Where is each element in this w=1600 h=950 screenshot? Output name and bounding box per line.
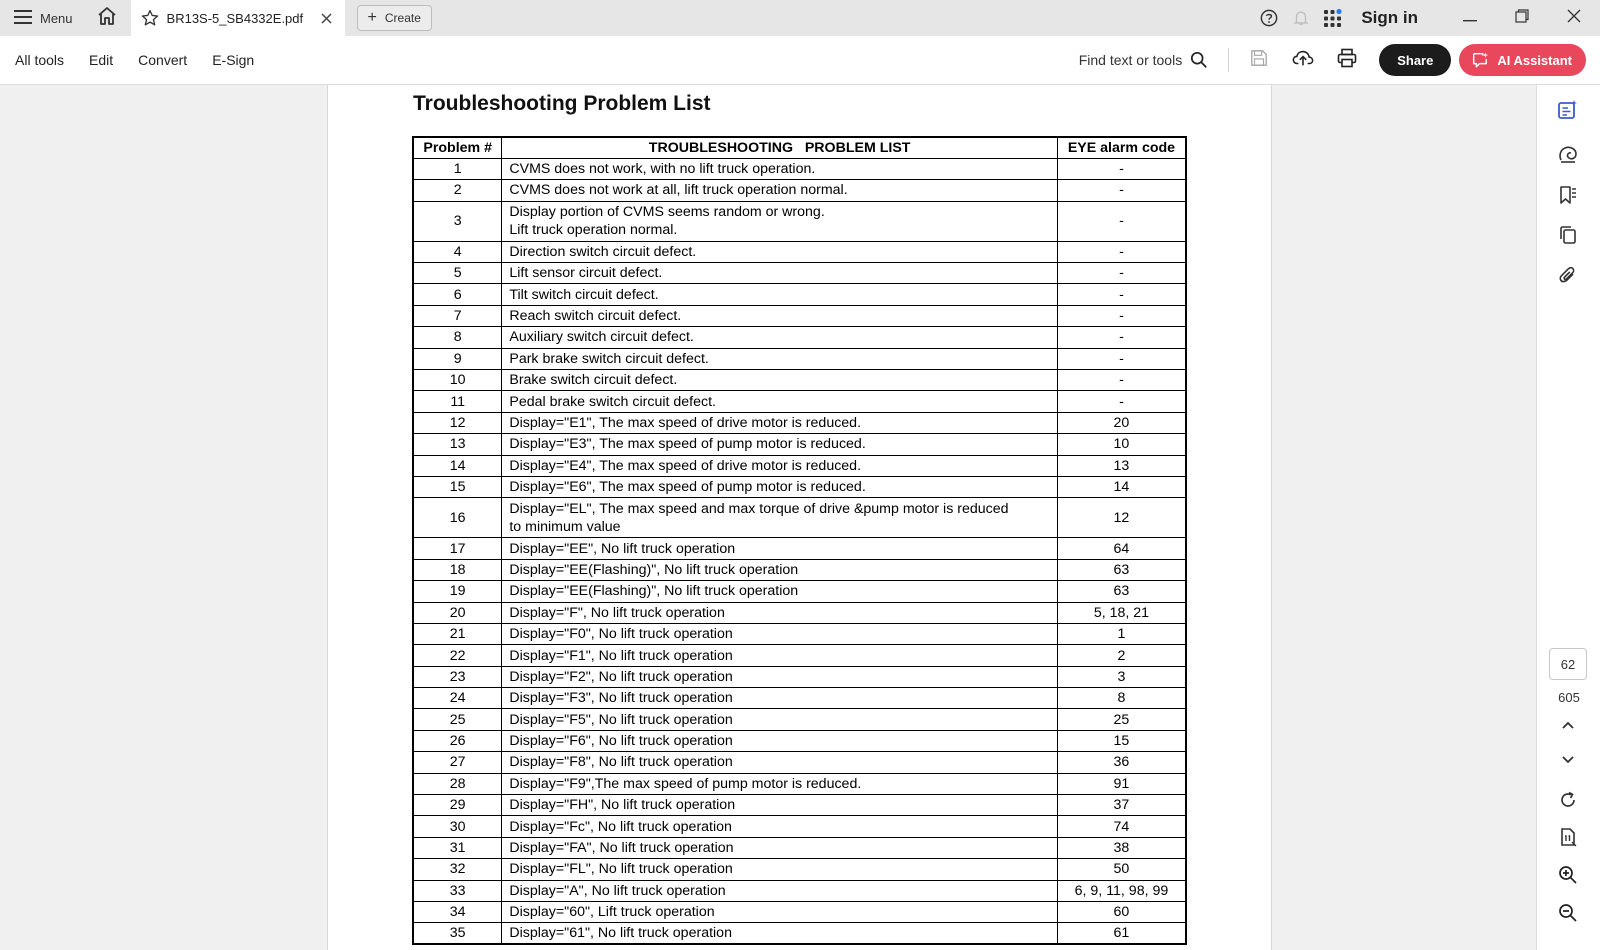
table-row [413,559,1186,580]
table-row [413,158,1186,179]
plus-icon: + [367,9,377,26]
table-row [413,180,1186,201]
annotation-icon[interactable] [1553,140,1583,170]
chevron-down-icon[interactable] [1553,745,1583,775]
problem-number: 33 [413,880,502,901]
problem-number: 2 [413,180,502,201]
problem-description: Display="F0", No lift truck operation [502,623,1058,644]
problem-number: 28 [413,773,502,794]
save-button[interactable] [1237,36,1281,84]
chevron-up-icon[interactable] [1553,710,1583,740]
problem-number: 23 [413,666,502,687]
problem-description [502,201,1058,241]
home-icon [97,6,117,31]
problem-description: Display="EE", No lift truck operation [502,538,1058,559]
problem-description [502,498,1058,538]
problem-description: Tilt switch circuit defect. [502,284,1058,305]
menu-button[interactable] [0,0,85,36]
problem-description: Display="F", No lift truck operation [502,602,1058,623]
alarm-code: 60 [1057,902,1186,923]
table-row [413,666,1186,687]
problem-description: Display="F5", No lift truck operation [502,709,1058,730]
alarm-code: 37 [1057,795,1186,816]
problem-number: 17 [413,538,502,559]
problem-description: Display="F6", No lift truck operation [502,730,1058,751]
find-tools-button[interactable] [1079,51,1209,69]
menu-label: Menu [40,10,73,26]
alarm-code: - [1057,305,1186,326]
restore-icon [1515,9,1529,28]
problem-description: Display="F1", No lift truck operation [502,645,1058,666]
table-row [413,284,1186,305]
right-rail [1536,85,1600,950]
create-label: Create [384,11,421,25]
table-row [413,201,1186,241]
tool-edit[interactable]: Edit [89,52,114,68]
minimize-icon [1463,9,1477,27]
current-page-input[interactable]: 62 [1549,648,1587,680]
upload-button[interactable] [1281,36,1325,84]
problem-number: 8 [413,327,502,348]
problem-description: Display="E3", The max speed of pump motor is reduced. [502,434,1058,455]
problem-description: Display="FA", No lift truck operation [502,837,1058,858]
problem-number: 19 [413,581,502,602]
problem-number: 27 [413,752,502,773]
toolbar-divider [1228,48,1229,72]
problem-number: 3 [413,201,502,241]
tool-esign[interactable]: E-Sign [212,52,255,68]
alarm-code: 36 [1057,752,1186,773]
zoom-out-icon[interactable] [1553,898,1583,928]
problem-description: Display="Fc", No lift truck operation [502,816,1058,837]
document-viewport[interactable] [0,85,1536,950]
table-row [413,476,1186,497]
problem-description: Display="F9",The max speed of pump motor is reduced. [502,773,1058,794]
table-row [413,902,1186,923]
table-row [413,645,1186,666]
pages-icon[interactable] [1553,220,1583,250]
alarm-code: 74 [1057,816,1186,837]
table-row [413,923,1186,944]
table-row [413,773,1186,794]
total-pages: 605 [1558,690,1580,705]
page-title: Troubleshooting Problem List [413,92,711,115]
table-row [413,730,1186,751]
problem-description: CVMS does not work, with no lift truck operation. [502,158,1058,179]
table-row [413,709,1186,730]
alarm-code: 12 [1057,498,1186,538]
alarm-code: - [1057,241,1186,262]
problem-number: 16 [413,498,502,538]
table-row [413,370,1186,391]
alarm-code: - [1057,391,1186,412]
alarm-code: - [1057,180,1186,201]
table-row [413,880,1186,901]
table-row [413,241,1186,262]
alarm-code: - [1057,327,1186,348]
problem-description: Display="61", No lift truck operation [502,923,1058,944]
alarm-code: 6, 9, 11, 98, 99 [1057,880,1186,901]
problem-description: Display="FH", No lift truck operation [502,795,1058,816]
alarm-code: 91 [1057,773,1186,794]
alarm-code: 2 [1057,645,1186,666]
alarm-code: 64 [1057,538,1186,559]
table-row [413,538,1186,559]
alarm-code: 1 [1057,623,1186,644]
problem-number: 35 [413,923,502,944]
table-row [413,305,1186,326]
table-row [413,498,1186,538]
restore-button[interactable] [1496,0,1548,36]
problem-number: 34 [413,902,502,923]
table-body [413,158,1186,944]
problem-description: Reach switch circuit defect. [502,305,1058,326]
problem-description: Display="EE(Flashing)", No lift truck operation [502,581,1058,602]
problem-number: 18 [413,559,502,580]
alarm-code: - [1057,348,1186,369]
table-row [413,412,1186,433]
close-tab-icon[interactable] [319,10,335,26]
problem-description-line: Lift truck operation normal. [509,222,678,239]
bookmarks-icon[interactable] [1553,180,1583,210]
close-window-button[interactable] [1548,0,1600,36]
problem-number: 22 [413,645,502,666]
problem-number: 26 [413,730,502,751]
problem-number: 30 [413,816,502,837]
alarm-code: 25 [1057,709,1186,730]
document-tab[interactable] [131,0,345,36]
problem-number: 21 [413,623,502,644]
header-problem-number: Problem # [413,137,502,158]
table-row [413,623,1186,644]
problem-number: 24 [413,688,502,709]
alarm-code: 3 [1057,666,1186,687]
problem-number: 14 [413,455,502,476]
table-row [413,859,1186,880]
main-toolbar [0,36,1600,85]
zoom-in-icon[interactable] [1553,860,1583,890]
problem-table [412,136,1187,945]
problem-description: Display="A", No lift truck operation [502,880,1058,901]
alarm-code: 61 [1057,923,1186,944]
problem-number: 15 [413,476,502,497]
alarm-code: 13 [1057,455,1186,476]
problem-description-line: Display portion of CVMS seems random or wrong. [509,204,825,221]
alarm-code: 14 [1057,476,1186,497]
alarm-code: 10 [1057,434,1186,455]
save-icon [1250,49,1268,72]
print-icon [1337,48,1357,73]
alarm-code: 8 [1057,688,1186,709]
problem-number: 20 [413,602,502,623]
problem-description: Display="F2", No lift truck operation [502,666,1058,687]
problem-number: 4 [413,241,502,262]
comments-panel-icon[interactable] [1553,95,1583,125]
alarm-code: 63 [1057,559,1186,580]
table-row [413,327,1186,348]
problem-number: 9 [413,348,502,369]
table-row [413,434,1186,455]
ai-assistant-icon [1471,51,1489,69]
problem-description: Park brake switch circuit defect. [502,348,1058,369]
problem-number: 25 [413,709,502,730]
minimize-button[interactable] [1444,0,1496,36]
table-row [413,263,1186,284]
problem-description: Display="FL", No lift truck operation [502,859,1058,880]
table-row [413,837,1186,858]
problem-number: 13 [413,434,502,455]
table-row [413,795,1186,816]
alarm-code: 50 [1057,859,1186,880]
problem-number: 6 [413,284,502,305]
close-icon [1567,9,1581,28]
home-button[interactable] [89,0,125,36]
problem-description: CVMS does not work at all, lift truck operation normal. [502,180,1058,201]
alarm-code: 63 [1057,581,1186,602]
problem-number: 1 [413,158,502,179]
problem-number: 31 [413,837,502,858]
table-row [413,752,1186,773]
tab-title: BR13S-5_SB4332E.pdf [166,10,304,26]
problem-description: Display="E6", The max speed of pump motor is reduced. [502,476,1058,497]
attachment-icon[interactable] [1553,260,1583,290]
problem-number: 11 [413,391,502,412]
table-row [413,348,1186,369]
problem-description: Display="60", Lift truck operation [502,902,1058,923]
problem-number: 12 [413,412,502,433]
star-icon[interactable] [141,9,159,27]
problem-description: Direction switch circuit defect. [502,241,1058,262]
problem-description: Auxiliary switch circuit defect. [502,327,1058,348]
table-row [413,455,1186,476]
find-label: Find text or tools [1078,52,1183,68]
alarm-code: 15 [1057,730,1186,751]
rotate-icon[interactable] [1553,785,1583,815]
search-icon [1190,51,1208,69]
print-button[interactable] [1325,36,1369,84]
ai-assistant-label: AI Assistant [1497,52,1572,68]
problem-number: 29 [413,795,502,816]
problem-description: Display="EE(Flashing)", No lift truck operation [502,559,1058,580]
alarm-code: - [1057,263,1186,284]
alarm-code: 5, 18, 21 [1057,602,1186,623]
help-icon[interactable] [1253,0,1285,36]
problem-description-line: to minimum value [509,518,621,535]
pdf-page [327,85,1272,950]
apps-grid-icon[interactable] [1317,0,1349,36]
alarm-code: - [1057,284,1186,305]
problem-description: Display="F8", No lift truck operation [502,752,1058,773]
alarm-code: 38 [1057,837,1186,858]
problem-description: Brake switch circuit defect. [502,370,1058,391]
ai-assistant-button[interactable] [1459,44,1586,76]
problem-description: Display="E1", The max speed of drive motor is reduced. [502,412,1058,433]
alarm-code: - [1057,158,1186,179]
problem-description: Display="E4", The max speed of drive motor is reduced. [502,455,1058,476]
table-row [413,602,1186,623]
tool-convert[interactable]: Convert [138,52,188,68]
alarm-code: 20 [1057,412,1186,433]
problem-number: 10 [413,370,502,391]
hamburger-icon [14,10,32,27]
alarm-code: - [1057,201,1186,241]
alarm-code: - [1057,370,1186,391]
problem-description: Lift sensor circuit defect. [502,263,1058,284]
problem-number: 32 [413,859,502,880]
problem-description: Display="F3", No lift truck operation [502,688,1058,709]
header-alarm-code: EYE alarm code [1057,137,1186,158]
cloud-upload-icon [1292,48,1314,73]
sign-in-link[interactable]: Sign in [1361,8,1418,27]
bell-icon[interactable] [1285,0,1317,36]
fit-page-icon[interactable] [1553,822,1583,852]
share-button[interactable]: Share [1379,44,1451,76]
table-row [413,391,1186,412]
header-problem-list: TROUBLESHOOTING PROBLEM LIST [502,137,1058,158]
table-row [413,816,1186,837]
table-header-row [413,137,1186,158]
problem-description-line: Display="EL", The max speed and max torque of drive &pump motor is reduced [509,500,1009,517]
tool-all-tools[interactable]: All tools [15,52,65,68]
problem-number: 5 [413,263,502,284]
table-row [413,688,1186,709]
create-button[interactable] [357,5,432,31]
table-row [413,581,1186,602]
title-bar [0,0,1600,36]
problem-number: 7 [413,305,502,326]
problem-description: Pedal brake switch circuit defect. [502,391,1058,412]
